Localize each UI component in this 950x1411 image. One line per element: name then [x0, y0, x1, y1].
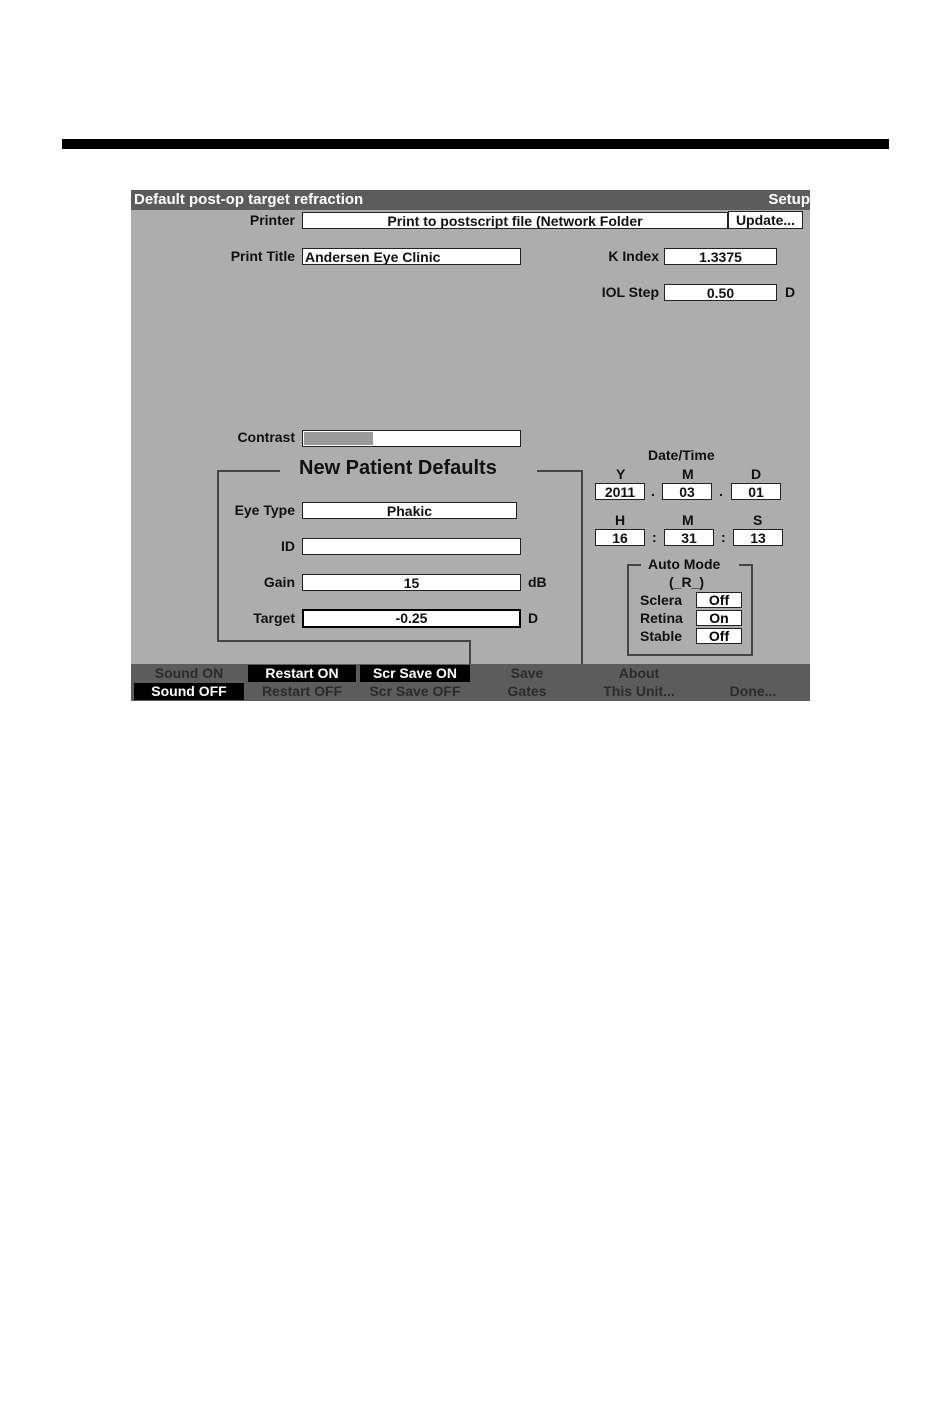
device-screen — [131, 190, 810, 701]
sound-off-key[interactable]: Sound OFF — [134, 683, 244, 700]
day-input[interactable]: 01 — [731, 483, 781, 500]
gain-unit: dB — [528, 574, 547, 590]
automode-border-bottom — [627, 654, 753, 656]
eye-type-label: Eye Type — [234, 502, 295, 518]
group-border-right — [581, 470, 583, 664]
title-bar — [131, 190, 810, 210]
retina-toggle[interactable]: On — [696, 610, 742, 626]
restart-on-key[interactable]: Restart ON — [248, 665, 356, 682]
contrast-slider-fill — [304, 432, 373, 445]
gain-input[interactable]: 15 — [302, 574, 521, 591]
datetime-label: Date/Time — [648, 447, 715, 463]
year-label: Y — [616, 466, 626, 482]
group-border-bottom — [217, 640, 471, 642]
group-border-top-right — [537, 470, 583, 472]
print-title-label: Print Title — [230, 248, 295, 264]
softkey-bar — [131, 664, 810, 701]
day-label: D — [751, 466, 762, 482]
automode-border-right — [751, 564, 753, 656]
k-index-input[interactable]: 1.3375 — [664, 248, 777, 265]
scr-save-on-key[interactable]: Scr Save ON — [360, 665, 470, 682]
automode-border-left — [627, 564, 629, 656]
auto-mode-sub: (_R_) — [669, 574, 705, 590]
done-key[interactable]: Done... — [729, 683, 777, 699]
group-border-left — [217, 470, 219, 642]
date-separator-2: . — [719, 483, 723, 499]
sclera-toggle[interactable]: Off — [696, 592, 742, 608]
automode-border-top-left — [627, 564, 641, 566]
iol-step-input[interactable]: 0.50 — [664, 284, 777, 301]
stable-label: Stable — [640, 628, 683, 644]
page-rule — [62, 139, 889, 149]
save-gates-key-line2[interactable]: Gates — [507, 683, 547, 699]
contrast-label: Contrast — [237, 429, 295, 445]
hour-label: H — [615, 512, 626, 528]
restart-off-key[interactable]: Restart OFF — [261, 683, 343, 699]
save-gates-key-line1[interactable]: Save — [510, 665, 544, 681]
new-patient-heading: New Patient Defaults — [299, 457, 497, 479]
target-label: Target — [253, 610, 295, 626]
target-unit: D — [528, 610, 539, 626]
hour-input[interactable]: 16 — [595, 529, 645, 546]
retina-label: Retina — [640, 610, 683, 626]
month-label: M — [682, 466, 694, 482]
year-input[interactable]: 2011 — [595, 483, 645, 500]
sclera-label: Sclera — [640, 592, 683, 608]
target-input[interactable]: -0.25 — [302, 609, 521, 628]
k-index-label: K Index — [608, 248, 659, 264]
about-key-line1[interactable]: About — [618, 665, 660, 681]
mode-label: Setup — [768, 191, 810, 208]
time-separator-2: : — [721, 529, 726, 545]
month-input[interactable]: 03 — [662, 483, 712, 500]
time-separator-1: : — [652, 529, 657, 545]
window-title: Default post-op target refraction — [134, 191, 364, 208]
group-border-notch — [469, 640, 471, 664]
printer-field[interactable]: Print to postscript file (Network Folder — [302, 212, 728, 229]
iol-step-label: IOL Step — [601, 284, 659, 300]
auto-mode-label: Auto Mode — [648, 556, 721, 572]
id-input[interactable] — [302, 538, 521, 555]
printer-label: Printer — [249, 212, 295, 228]
date-separator-1: . — [651, 483, 655, 499]
minute-label: M — [682, 512, 694, 528]
scr-save-off-key[interactable]: Scr Save OFF — [369, 683, 461, 699]
group-border-top-left — [217, 470, 280, 472]
id-label: ID — [281, 538, 295, 554]
about-key-line2[interactable]: This Unit... — [603, 683, 675, 699]
second-input[interactable]: 13 — [733, 529, 783, 546]
sound-on-key[interactable]: Sound ON — [154, 665, 224, 681]
eye-type-select[interactable]: Phakic — [302, 502, 517, 519]
print-title-input[interactable]: Andersen Eye Clinic — [302, 248, 521, 265]
update-button[interactable]: Update... — [728, 211, 803, 229]
contrast-slider[interactable] — [302, 430, 521, 447]
stable-toggle[interactable]: Off — [696, 628, 742, 644]
minute-input[interactable]: 31 — [664, 529, 714, 546]
second-label: S — [753, 512, 763, 528]
iol-step-unit: D — [785, 284, 796, 300]
gain-label: Gain — [263, 574, 295, 590]
